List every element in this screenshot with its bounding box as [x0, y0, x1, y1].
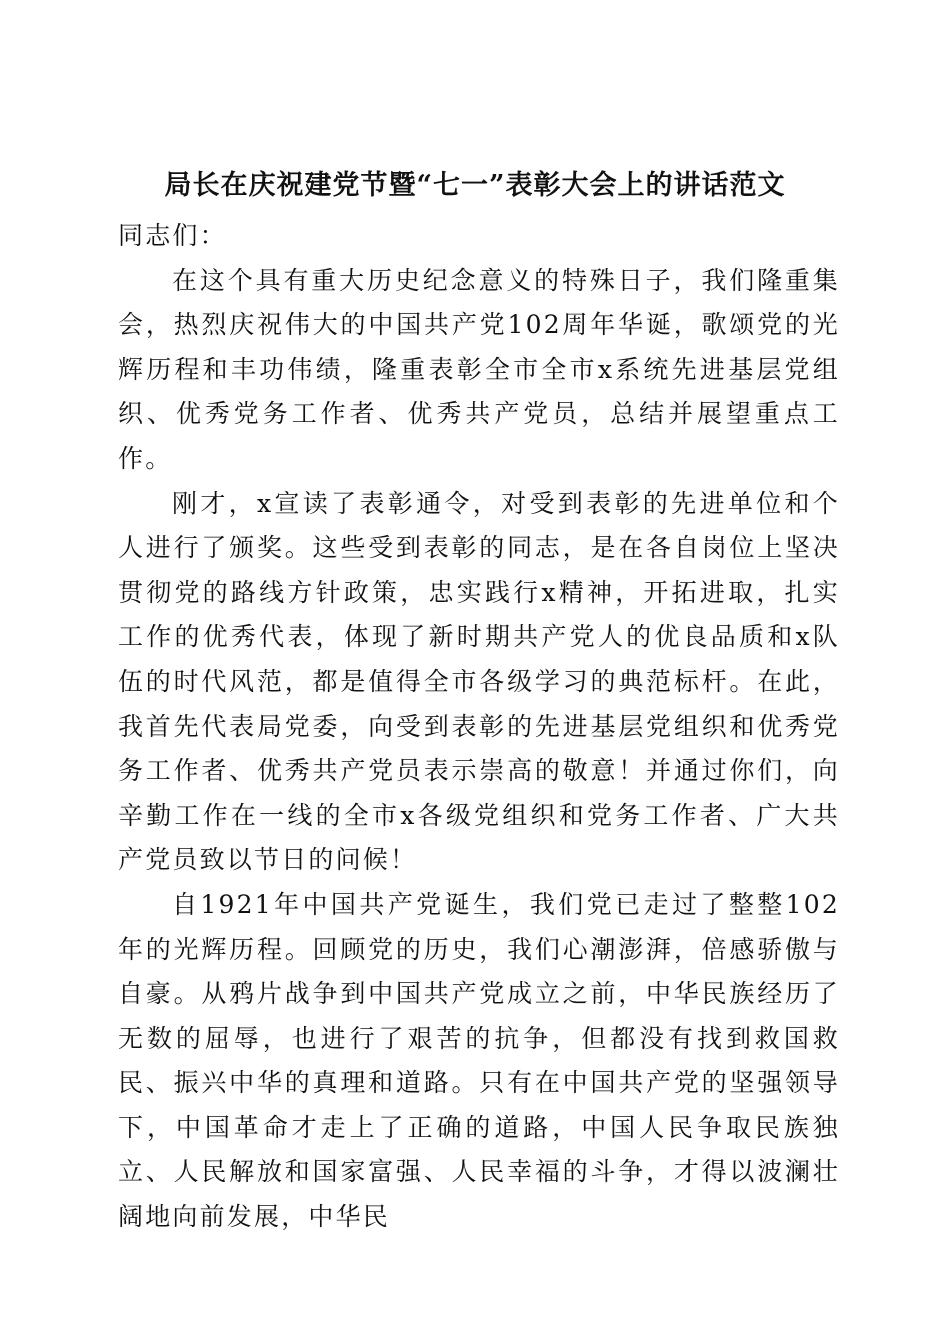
paragraph-3: 自1921年中国共产党诞生，我们党已走过了整整102年的光辉历程。回顾党的历史，我们心潮澎湃，倍感骄傲与自豪。从鸦片战争到中国共产党成立之前，中华民族经历了无数的屈辱，也进行了艰苦的抗争，但都没有找到救国救民、振兴中华的真理和道路。只有在中国共产党的坚强领导下，中国革命才走上了正确的道路，中国人民争取民族独立、人民解放和国家富强、人民幸福的斗争，才得以波澜壮阔地向前发展，中华民 — [118, 889, 840, 1232]
paragraph-1: 在这个具有重大历史纪念意义的特殊日子，我们隆重集会，热烈庆祝伟大的中国共产党102周年华诞，歌颂党的光辉历程和丰功伟绩，隆重表彰全市全市x系统先进基层党组织、优秀党务工作者、优秀共产党员，总结并展望重点工作。 — [118, 265, 840, 473]
document-title: 局长在庆祝建党节暨“七一”表彰大会上的讲话范文 — [164, 170, 786, 201]
salutation: 同志们： — [118, 221, 227, 250]
document-body — [118, 214, 840, 1240]
paragraph-2: 刚才，x宣读了表彰通令，对受到表彰的先进单位和个人进行了颁奖。这些受到表彰的同志，是在各自岗位上坚决贯彻党的路线方针政策，忠实践行x精神，开拓进取，扎实工作的优秀代表，体现了新时期共产党人的优良品质和x队伍的时代风范，都是值得全市各级学习的典范标杆。在此，我首先代表局党委，向受到表彰的先进基层党组织和优秀党务工作者、优秀共产党员表示崇高的敬意！并通过你们，向辛勤工作在一线的全市x各级党组织和党务工作者、广大共产党员致以节日的问候！ — [118, 488, 840, 875]
